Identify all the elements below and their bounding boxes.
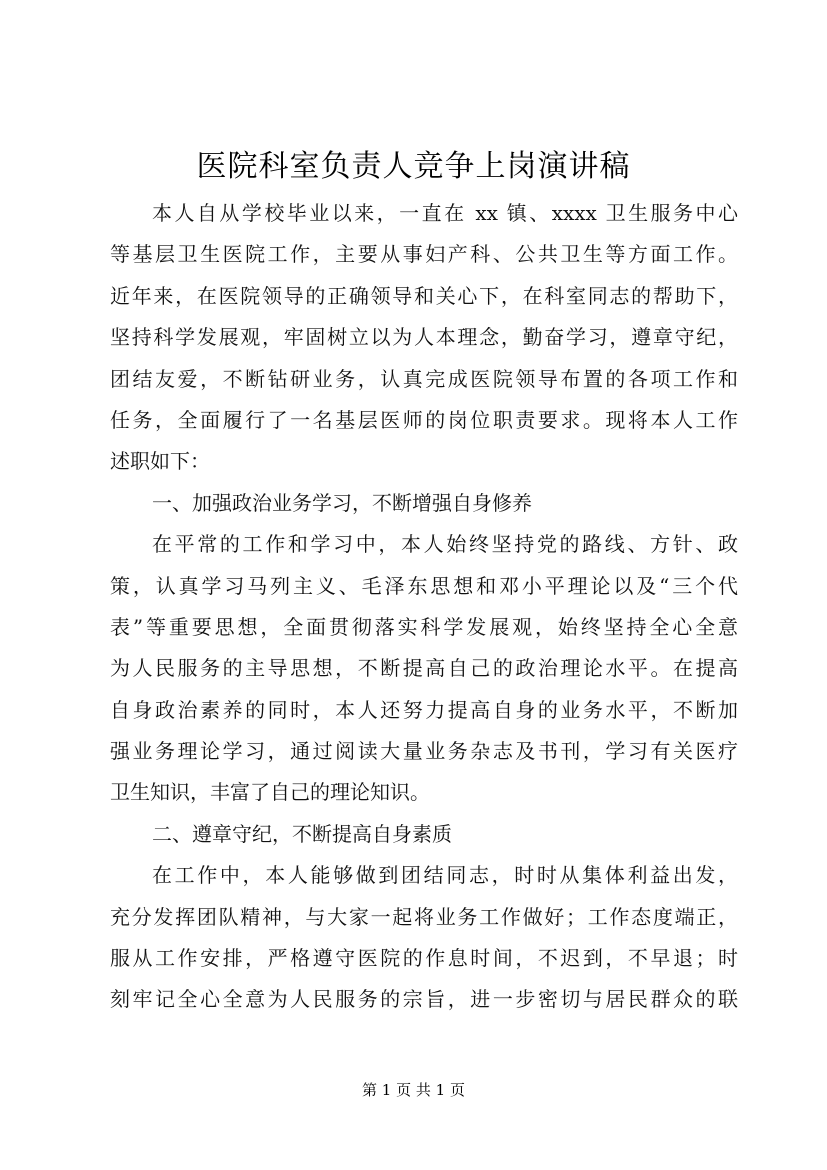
body-line: 策，认真学习马列主义、毛泽东思想和邓小平理论以及“三个代 — [110, 573, 738, 598]
body-line: 本人自从学校毕业以来，一直在 xx 镇、xxxx 卫生服务中心 — [152, 201, 738, 225]
section-heading: 二、遵章守纪，不断提高自身素质 — [152, 821, 452, 846]
document-body — [110, 193, 738, 1021]
body-line: 强业务理论学习，通过阅读大量业务杂志及书刊，学习有关医疗 — [110, 739, 738, 764]
body-line: 刻牢记全心全意为人民服务的宗旨，进一步密切与居民群众的联 — [110, 987, 738, 1012]
body-line: 卫生知识，丰富了自己的理论知识。 — [110, 780, 430, 805]
body-line: 述职如下： — [110, 449, 210, 474]
document-title: 医院科室负责人竞争上岗演讲稿 — [196, 149, 631, 184]
body-line: 在工作中，本人能够做到团结同志，时时从集体利益出发， — [152, 863, 738, 888]
page-footer: 第 1 页 共 1 页 — [362, 1081, 465, 1099]
body-line: 近年来，在医院领导的正确领导和关心下，在科室同志的帮助下， — [110, 283, 738, 308]
body-line: 等基层卫生医院工作，主要从事妇产科、公共卫生等方面工作。 — [110, 242, 738, 267]
body-line: 坚持科学发展观，牢固树立以为人本理念，勤奋学习，遵章守纪， — [110, 325, 738, 350]
body-line: 表”等重要思想，全面贯彻落实科学发展观，始终坚持全心全意 — [110, 614, 738, 639]
section-heading: 一、加强政治业务学习，不断增强自身修养 — [152, 490, 532, 515]
body-line: 充分发挥团队精神，与大家一起将业务工作做好；工作态度端正， — [110, 904, 738, 929]
body-line: 自身政治素养的同时，本人还努力提高自身的业务水平，不断加 — [110, 697, 738, 722]
body-line: 为人民服务的主导思想，不断提高自己的政治理论水平。在提高 — [110, 656, 738, 681]
body-line: 服从工作安排，严格遵守医院的作息时间，不迟到，不早退；时 — [110, 946, 738, 971]
body-line: 团结友爱，不断钻研业务，认真完成医院领导布置的各项工作和 — [110, 366, 738, 391]
body-line: 在平常的工作和学习中，本人始终坚持党的路线、方针、政 — [152, 532, 738, 557]
body-line: 任务，全面履行了一名基层医师的岗位职责要求。现将本人工作 — [110, 407, 738, 432]
